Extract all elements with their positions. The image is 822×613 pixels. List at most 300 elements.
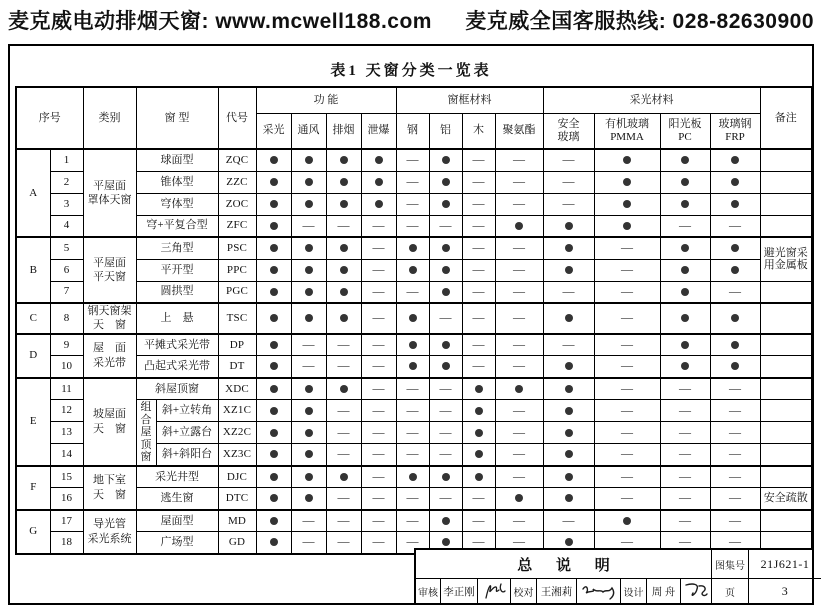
filled-dot-icon [409, 362, 417, 370]
note-cell-empty [760, 378, 812, 400]
subgroup-label: 组 合 屋 顶 窗 [136, 400, 156, 466]
row-number: 9 [50, 334, 83, 356]
col-header-lighting-0: 安全 玻璃 [543, 113, 594, 149]
dash-icon: — [472, 196, 485, 211]
mark-not-applicable [291, 356, 326, 378]
proofreader-signature [577, 579, 621, 603]
mark-not-applicable [291, 334, 326, 356]
filled-dot-icon [270, 407, 278, 415]
filled-dot-icon [681, 314, 689, 322]
dash-icon: — [372, 534, 385, 549]
col-header-function-0: 采光 [256, 113, 291, 149]
group-letter: C [16, 303, 50, 334]
filled-dot-icon [731, 341, 739, 349]
designer-label: 设计 [621, 579, 647, 603]
dash-icon: — [302, 534, 315, 549]
filled-dot-icon [681, 266, 689, 274]
mark-applicable [710, 193, 760, 215]
col-header-frame-1: 铝 [429, 113, 462, 149]
mark-applicable [543, 237, 594, 259]
dash-icon: — [472, 310, 485, 325]
top-banner [8, 5, 814, 35]
dash-icon: — [372, 240, 385, 255]
row-number: 18 [50, 532, 83, 554]
row-number: 7 [50, 281, 83, 303]
dash-icon: — [372, 446, 385, 461]
mark-applicable [660, 356, 710, 378]
mark-not-applicable [594, 488, 660, 510]
mark-applicable [710, 303, 760, 334]
window-type-cell: 三角型 [136, 237, 218, 259]
mark-applicable [543, 303, 594, 334]
code-cell: DTC [218, 488, 256, 510]
filled-dot-icon [442, 538, 450, 546]
filled-dot-icon [731, 362, 739, 370]
filled-dot-icon [565, 473, 573, 481]
filled-dot-icon [565, 362, 573, 370]
filled-dot-icon [442, 156, 450, 164]
dash-icon: — [679, 512, 691, 527]
mark-not-applicable [594, 259, 660, 281]
dash-icon: — [406, 196, 419, 211]
filled-dot-icon [475, 407, 483, 415]
dash-icon: — [406, 424, 419, 439]
dash-icon: — [621, 310, 633, 325]
dash-icon: — [729, 490, 741, 505]
mark-applicable [256, 303, 291, 334]
filled-dot-icon [565, 385, 573, 393]
filled-dot-icon [305, 314, 313, 322]
mark-applicable [326, 303, 361, 334]
dash-icon: — [729, 424, 741, 439]
filled-dot-icon [623, 200, 631, 208]
note-cell: 避光窗采 用金属板 [760, 237, 812, 281]
filled-dot-icon [270, 538, 278, 546]
dash-icon: — [513, 262, 525, 277]
dash-icon: — [729, 534, 741, 549]
mark-not-applicable [462, 149, 495, 171]
filled-dot-icon [623, 178, 631, 186]
dash-icon: — [372, 380, 385, 395]
mark-applicable [462, 422, 495, 444]
dash-icon: — [406, 534, 419, 549]
filled-dot-icon [442, 341, 450, 349]
mark-not-applicable [462, 281, 495, 303]
mark-not-applicable [396, 193, 429, 215]
reviewer-signature [478, 579, 511, 603]
col-group-lighting-material: 采光材料 [543, 87, 760, 113]
group-letter: B [16, 237, 50, 303]
mark-applicable [361, 171, 396, 193]
mark-applicable [291, 303, 326, 334]
filled-dot-icon [442, 178, 450, 186]
window-type-cell: 平开型 [136, 259, 218, 281]
mark-not-applicable [495, 149, 543, 171]
sheet-title: 总 说 明 [517, 557, 620, 574]
note-cell-empty [760, 215, 812, 237]
row-number: 6 [50, 259, 83, 281]
mark-not-applicable [291, 510, 326, 532]
mark-applicable [256, 193, 291, 215]
filled-dot-icon [375, 178, 383, 186]
mark-applicable [594, 510, 660, 532]
filled-dot-icon [305, 266, 313, 274]
dash-icon: — [621, 358, 633, 373]
filled-dot-icon [305, 200, 313, 208]
row-number: 8 [50, 303, 83, 334]
banner-hotline: 麦克威全国客服热线: 028-82630900 [465, 10, 814, 33]
mark-not-applicable [495, 466, 543, 488]
filled-dot-icon [409, 244, 417, 252]
mark-not-applicable [462, 193, 495, 215]
mark-applicable [543, 356, 594, 378]
mark-applicable [396, 356, 429, 378]
filled-dot-icon [409, 266, 417, 274]
dash-icon: — [439, 402, 452, 417]
mark-not-applicable [429, 444, 462, 466]
banner-company-site: 麦克威电动排烟天窗: www.mcwell188.com [8, 10, 432, 33]
filled-dot-icon [305, 244, 313, 252]
row-number: 5 [50, 237, 83, 259]
mark-applicable [543, 422, 594, 444]
mark-applicable [361, 193, 396, 215]
window-type-cell: 锥体型 [136, 171, 218, 193]
mark-applicable [429, 171, 462, 193]
code-cell: ZQC [218, 149, 256, 171]
mark-not-applicable [660, 510, 710, 532]
mark-applicable [462, 466, 495, 488]
mark-not-applicable [594, 303, 660, 334]
filled-dot-icon [731, 314, 739, 322]
dash-icon: — [439, 217, 452, 232]
mark-not-applicable [396, 488, 429, 510]
mark-not-applicable [543, 149, 594, 171]
filled-dot-icon [305, 473, 313, 481]
window-type-cell: 球面型 [136, 149, 218, 171]
dash-icon: — [472, 152, 485, 167]
dash-icon: — [513, 534, 525, 549]
mark-applicable [710, 171, 760, 193]
dash-icon: — [513, 446, 525, 461]
mark-applicable [291, 444, 326, 466]
mark-not-applicable [462, 171, 495, 193]
mark-not-applicable [495, 356, 543, 378]
dash-icon: — [472, 490, 485, 505]
mark-applicable [495, 378, 543, 400]
mark-not-applicable [361, 510, 396, 532]
dash-icon: — [562, 152, 575, 167]
dash-icon: — [439, 310, 452, 325]
dash-icon: — [472, 217, 485, 232]
mark-applicable [495, 215, 543, 237]
dash-icon: — [472, 534, 485, 549]
window-type-cell: 穹体型 [136, 193, 218, 215]
mark-not-applicable [660, 422, 710, 444]
designer-signature [681, 579, 711, 603]
filled-dot-icon [270, 244, 278, 252]
table-body [16, 149, 812, 554]
dash-icon: — [513, 196, 525, 211]
col-header-frame-0: 钢 [396, 113, 429, 149]
dash-icon: — [439, 490, 452, 505]
mark-not-applicable [396, 281, 429, 303]
dash-icon: — [372, 283, 385, 298]
signature-scribble-icon [480, 581, 508, 601]
filled-dot-icon [305, 494, 313, 502]
mark-not-applicable [495, 259, 543, 281]
mark-applicable [710, 259, 760, 281]
mark-not-applicable [710, 444, 760, 466]
dash-icon: — [302, 358, 315, 373]
filled-dot-icon [565, 266, 573, 274]
col-header-lighting-3: 玻璃钢 FRP [710, 113, 760, 149]
mark-not-applicable [396, 510, 429, 532]
dash-icon: — [472, 240, 485, 255]
dash-icon: — [372, 336, 385, 351]
filled-dot-icon [270, 288, 278, 296]
window-type-cell: 逃生窗 [136, 488, 218, 510]
mark-not-applicable [429, 303, 462, 334]
dash-icon: — [513, 512, 525, 527]
dash-icon: — [337, 424, 350, 439]
mark-not-applicable [594, 422, 660, 444]
mark-not-applicable [361, 334, 396, 356]
signature-scribble-icon [681, 581, 711, 601]
mark-not-applicable [710, 400, 760, 422]
mark-not-applicable [462, 303, 495, 334]
group-letter: D [16, 334, 50, 378]
dash-icon: — [337, 358, 350, 373]
dash-icon: — [513, 336, 525, 351]
mark-not-applicable [396, 422, 429, 444]
filled-dot-icon [340, 266, 348, 274]
mark-applicable [361, 149, 396, 171]
mark-applicable [462, 400, 495, 422]
col-group-frame-material: 窗框材料 [396, 87, 543, 113]
mark-applicable [326, 281, 361, 303]
group-letter: F [16, 466, 50, 510]
dash-icon: — [302, 336, 315, 351]
dash-icon: — [621, 534, 633, 549]
table-title: 表1 天窗分类一览表 [330, 63, 492, 79]
mark-not-applicable [396, 171, 429, 193]
filled-dot-icon [681, 156, 689, 164]
filled-dot-icon [270, 314, 278, 322]
code-cell: ZOC [218, 193, 256, 215]
dash-icon: — [472, 262, 485, 277]
code-cell: PGC [218, 281, 256, 303]
mark-not-applicable [543, 171, 594, 193]
row-number: 2 [50, 171, 83, 193]
dash-icon: — [472, 358, 485, 373]
code-cell: DT [218, 356, 256, 378]
mark-not-applicable [326, 400, 361, 422]
note-cell-empty [760, 510, 812, 532]
mark-applicable [710, 334, 760, 356]
filled-dot-icon [270, 473, 278, 481]
dash-icon: — [372, 490, 385, 505]
mark-not-applicable [396, 378, 429, 400]
dash-icon: — [679, 380, 691, 395]
mark-applicable [396, 259, 429, 281]
dash-icon: — [337, 512, 350, 527]
code-cell: DJC [218, 466, 256, 488]
row-number: 10 [50, 356, 83, 378]
dash-icon: — [406, 512, 419, 527]
dash-icon: — [372, 468, 385, 483]
mark-not-applicable [495, 400, 543, 422]
code-cell: TSC [218, 303, 256, 334]
filled-dot-icon [305, 429, 313, 437]
filled-dot-icon [270, 517, 278, 525]
dash-icon: — [513, 468, 525, 483]
mark-not-applicable [462, 334, 495, 356]
mark-applicable [326, 237, 361, 259]
col-header-code: 代号 [218, 87, 256, 149]
mark-applicable [291, 149, 326, 171]
window-type-cell: 圆拱型 [136, 281, 218, 303]
mark-applicable [660, 149, 710, 171]
filled-dot-icon [375, 200, 383, 208]
mark-applicable [429, 237, 462, 259]
code-cell: XZ3C [218, 444, 256, 466]
mark-not-applicable [361, 488, 396, 510]
dash-icon: — [621, 240, 633, 255]
col-header-seq: 序号 [16, 87, 83, 149]
mark-applicable [256, 400, 291, 422]
mark-applicable [256, 444, 291, 466]
filled-dot-icon [681, 178, 689, 186]
mark-applicable [291, 488, 326, 510]
mark-applicable [256, 149, 291, 171]
mark-applicable [326, 149, 361, 171]
filled-dot-icon [305, 407, 313, 415]
dash-icon: — [513, 240, 525, 255]
mark-applicable [710, 356, 760, 378]
filled-dot-icon [340, 178, 348, 186]
mark-not-applicable [291, 532, 326, 554]
mark-applicable [429, 193, 462, 215]
note-cell-empty [760, 303, 812, 334]
mark-applicable [396, 334, 429, 356]
dash-icon: — [513, 358, 525, 373]
note-cell-empty [760, 149, 812, 171]
filled-dot-icon [305, 450, 313, 458]
table-head [16, 87, 812, 149]
mark-applicable [396, 237, 429, 259]
mark-not-applicable [495, 444, 543, 466]
mark-applicable [594, 149, 660, 171]
mark-not-applicable [326, 444, 361, 466]
mark-applicable [326, 378, 361, 400]
mark-applicable [291, 400, 326, 422]
code-cell: DP [218, 334, 256, 356]
dash-icon: — [621, 380, 633, 395]
filled-dot-icon [340, 385, 348, 393]
dash-icon: — [302, 512, 315, 527]
category-cell: 坡屋面 天 窗 [83, 378, 136, 466]
mark-applicable [462, 444, 495, 466]
filled-dot-icon [515, 494, 523, 502]
mark-not-applicable [710, 466, 760, 488]
mark-applicable [594, 193, 660, 215]
code-cell: MD [218, 510, 256, 532]
dash-icon: — [679, 446, 691, 461]
dash-icon: — [372, 310, 385, 325]
mark-applicable [429, 356, 462, 378]
dash-icon: — [729, 468, 741, 483]
code-cell: XZ2C [218, 422, 256, 444]
filled-dot-icon [442, 266, 450, 274]
mark-not-applicable [326, 510, 361, 532]
row-number: 3 [50, 193, 83, 215]
dash-icon: — [406, 446, 419, 461]
dash-icon: — [472, 283, 485, 298]
mark-applicable [256, 422, 291, 444]
mark-not-applicable [361, 466, 396, 488]
filled-dot-icon [270, 341, 278, 349]
mark-not-applicable [326, 334, 361, 356]
mark-applicable [660, 303, 710, 334]
dash-icon: — [513, 174, 525, 189]
mark-applicable [429, 259, 462, 281]
mark-not-applicable [594, 378, 660, 400]
note-cell-empty [760, 466, 812, 488]
col-header-frame-3: 聚氨酯 [495, 113, 543, 149]
mark-not-applicable [429, 378, 462, 400]
filled-dot-icon [515, 222, 523, 230]
window-type-cell: 平摊式采光带 [136, 334, 218, 356]
window-type-cell: 采光井型 [136, 466, 218, 488]
filled-dot-icon [305, 156, 313, 164]
mark-applicable [396, 303, 429, 334]
filled-dot-icon [270, 156, 278, 164]
col-header-lighting-1: 有机玻璃 PMMA [594, 113, 660, 149]
filled-dot-icon [340, 244, 348, 252]
mark-applicable [429, 510, 462, 532]
filled-dot-icon [565, 244, 573, 252]
reviewer-name: 李正刚 [441, 579, 478, 603]
mark-applicable [660, 334, 710, 356]
mark-not-applicable [462, 510, 495, 532]
proofreader-label: 校对 [511, 579, 537, 603]
mark-applicable [326, 171, 361, 193]
dash-icon: — [372, 402, 385, 417]
dash-icon: — [513, 310, 525, 325]
mark-applicable [256, 281, 291, 303]
mark-not-applicable [361, 259, 396, 281]
dash-icon: — [406, 174, 419, 189]
code-cell: XZ1C [218, 400, 256, 422]
filled-dot-icon [270, 362, 278, 370]
mark-not-applicable [543, 193, 594, 215]
mark-not-applicable [660, 466, 710, 488]
mark-applicable [256, 237, 291, 259]
dash-icon: — [406, 217, 419, 232]
code-cell: PSC [218, 237, 256, 259]
dash-icon: — [729, 283, 741, 298]
designer-name: 周 舟 [647, 579, 681, 603]
window-type-cell: 屋面型 [136, 510, 218, 532]
mark-applicable [291, 171, 326, 193]
code-cell: PPC [218, 259, 256, 281]
filled-dot-icon [565, 222, 573, 230]
mark-applicable [291, 193, 326, 215]
filled-dot-icon [305, 288, 313, 296]
window-type-cell: 上 悬 [136, 303, 218, 334]
filled-dot-icon [270, 178, 278, 186]
category-cell: 平屋面 罩体天窗 [83, 149, 136, 237]
